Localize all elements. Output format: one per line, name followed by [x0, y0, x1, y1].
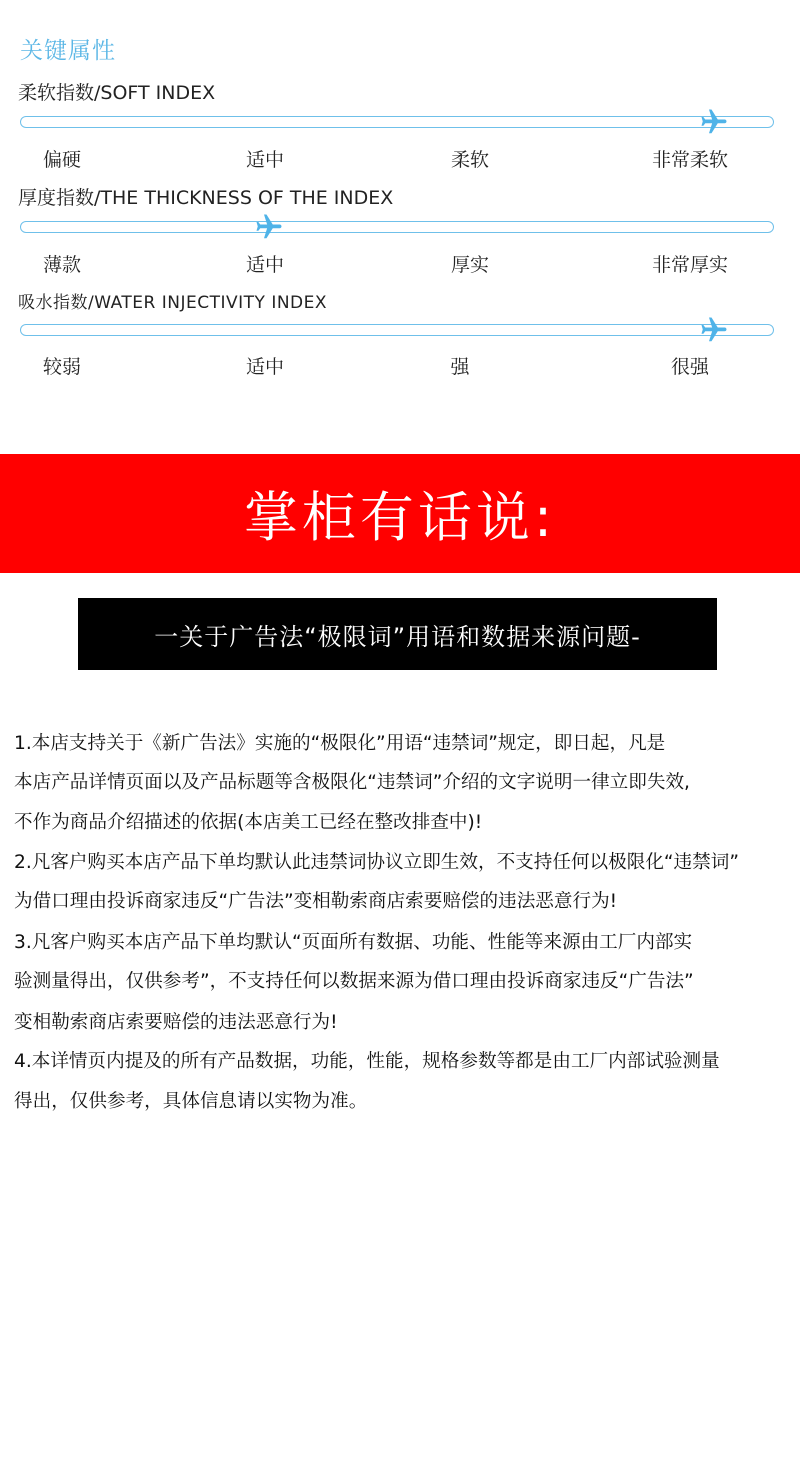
notice-line: 3.凡客户购买本店产品下单均默认“页面所有数据、功能、性能等来源由工厂内部实	[14, 932, 693, 953]
soft-index-track	[20, 116, 774, 128]
notice-line: 1.本店支持关于《新广告法》实施的“极限化”用语“违禁词”规定，即日起，凡是	[14, 733, 666, 754]
soft-label-2: 适中	[245, 149, 285, 171]
thickness-label-4: 非常厚实	[651, 254, 729, 276]
airplane-icon	[699, 315, 729, 345]
water-label-1: 较弱	[42, 356, 82, 378]
water-label-2: 适中	[245, 356, 285, 378]
notice-line: 不作为商品介绍描述的依据(本店美工已经在整改排查中)!	[14, 812, 483, 833]
shopkeeper-banner	[0, 454, 800, 573]
subtitle-text: 一关于广告法“极限词”用语和数据来源问题-	[154, 622, 641, 651]
thickness-index-title: 厚度指数/THE THICKNESS OF THE INDEX	[18, 187, 394, 209]
thickness-label-1: 薄款	[42, 254, 82, 276]
notice-line: 2.凡客户购买本店产品下单均默认此违禁词协议立即生效，不支持任何以极限化“违禁词”	[14, 852, 739, 873]
soft-label-1: 偏硬	[42, 149, 82, 171]
water-index-track	[20, 324, 774, 336]
soft-index-title: 柔软指数/SOFT INDEX	[18, 82, 216, 104]
notice-line: 为借口理由投诉商家违反“广告法”变相勒索商店索要赔偿的违法恶意行为!	[14, 891, 618, 912]
soft-label-4: 非常柔软	[651, 149, 729, 171]
notice-line: 得出，仅供参考，具体信息请以实物为准。	[14, 1091, 368, 1112]
water-label-3: 强	[450, 356, 470, 378]
thickness-index-track	[20, 221, 774, 233]
notice-line: 本店产品详情页面以及产品标题等含极限化“违禁词”介绍的文字说明一律立即失效,	[14, 772, 690, 793]
notice-line: 4.本详情页内提及的所有产品数据，功能，性能，规格参数等都是由工厂内部试验测量	[14, 1051, 720, 1072]
notice-line: 验测量得出，仅供参考”，不支持任何以数据来源为借口理由投诉商家违反“广告法”	[14, 971, 694, 992]
notice-line: 变相勒索商店索要赔偿的违法恶意行为!	[14, 1012, 338, 1033]
water-label-4: 很强	[670, 356, 710, 378]
subtitle-bar	[78, 598, 717, 670]
section-title: 关键属性	[20, 38, 116, 64]
banner-title: 掌柜有话说:	[243, 486, 557, 549]
airplane-icon	[699, 107, 729, 137]
soft-label-3: 柔软	[450, 149, 490, 171]
airplane-icon	[254, 212, 284, 242]
thickness-label-3: 厚实	[450, 254, 490, 276]
water-index-title: 吸水指数/WATER INJECTIVITY INDEX	[18, 293, 328, 313]
thickness-label-2: 适中	[245, 254, 285, 276]
